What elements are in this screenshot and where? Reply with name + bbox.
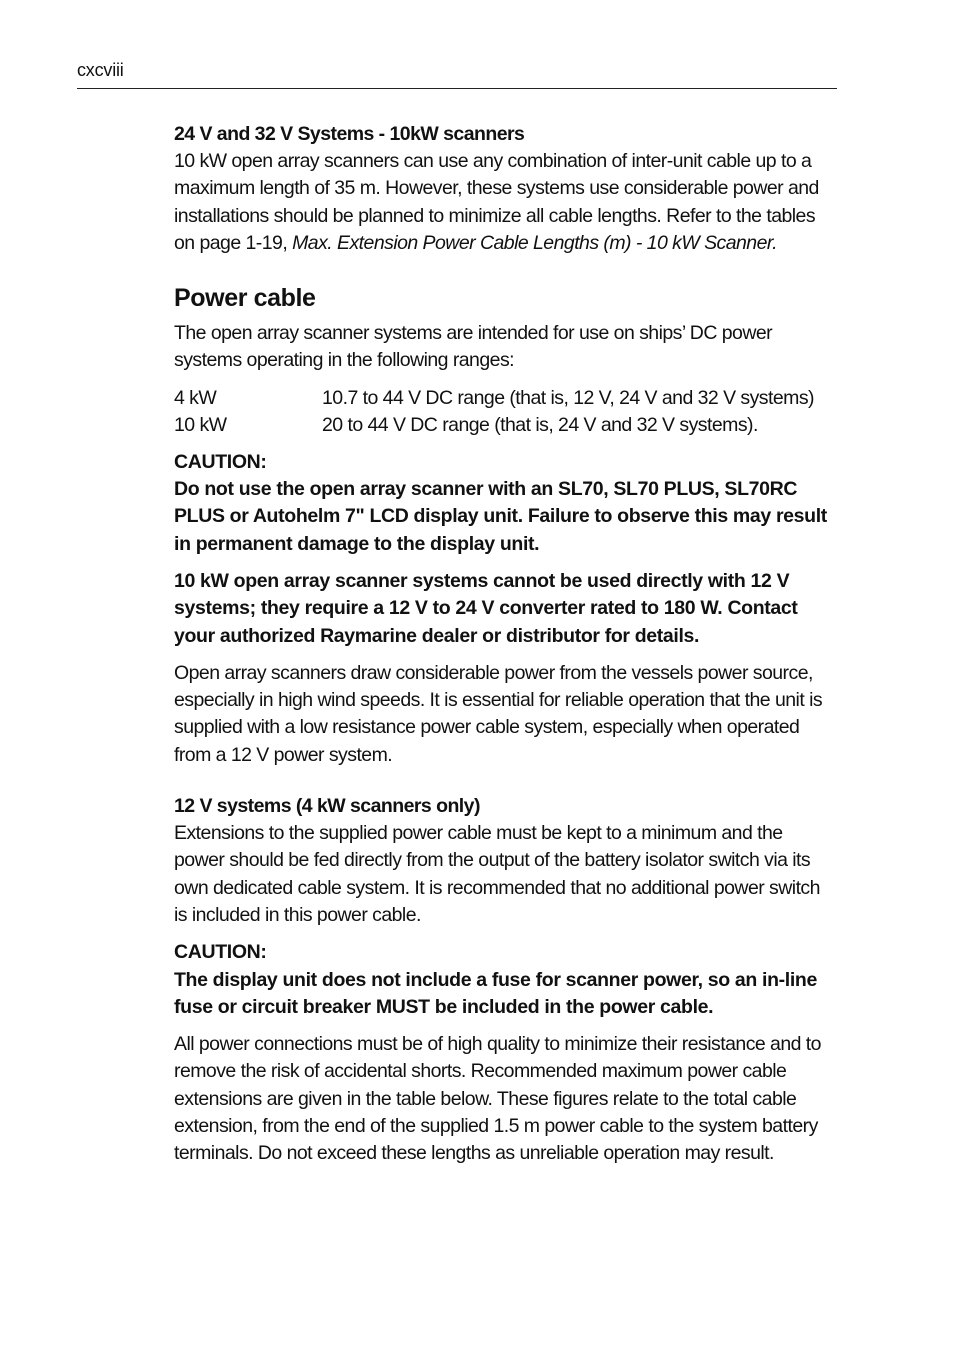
page-header [77, 58, 837, 89]
section-title-power-cable: Power cable [174, 284, 316, 313]
range-power: 10 kW [174, 413, 227, 436]
range-power: 4 kW [174, 386, 217, 409]
page-number: cxcviii [77, 60, 124, 80]
range-value: 10.7 to 44 V DC range (that is, 12 V, 24 V and 32 V systems) [322, 386, 814, 409]
caution-fuse: The display unit does not include a fuse for scanner power, so an in-line fuse or circuit breaker MUST be included in the power cable. [174, 968, 817, 1018]
paragraph-power-connections: All power connections must be of high quality to minimize their resistance and to remove the risk of accidental shorts. Recommended maximum power cable extensions are given in the table below. These figures relate to the total cable extension, from the end of the supplied 1.5 m power cable to the system battery terminals. Do not exceed these lengths as unreliable operation may result. [174, 1033, 821, 1165]
paragraph-12v-extensions: Extensions to the supplied power cable must be kept to a minimum and the power should be fed directly from the output of the battery isolator switch via its own dedicated cable system. It is recommended that no additional power switch is included in this power cable. [174, 822, 820, 926]
paragraph-10kw-body: 10 kW open array scanners can use any combination of inter-unit cable up to a maximum length of 35 m. However, these systems use considerable power and installations should be planned to minimize all cable lengths. Refer to the tables on page 1-19, [174, 150, 819, 254]
range-row-4kw [174, 385, 836, 412]
paragraph-10kw-systems [174, 148, 836, 257]
table-reference: Max. Extension Power Cable Lengths (m) - 10 kW Scanner. [292, 231, 777, 254]
heading-12v-systems: 12 V systems (4 kW scanners only) [174, 795, 480, 818]
caution-label: CAUTION: [174, 450, 267, 473]
caution-10kw-12v: 10 kW open array scanner systems cannot be used directly with 12 V systems; they require a 12 V to 24 V converter rated to 180 W. Contact your authorized Raymarine dealer or distributor for details. [174, 569, 798, 647]
caution-label: CAUTION: [174, 941, 267, 964]
paragraph-power-intro: The open array scanner systems are intended for use on ships’ DC power systems operating in the following ranges: [174, 322, 773, 372]
range-value: 20 to 44 V DC range (that is, 24 V and 32 V systems). [322, 413, 758, 436]
page-content [174, 121, 836, 1168]
caution-display-units: Do not use the open array scanner with an SL70, SL70 PLUS, SL70RC PLUS or Autohelm 7" LCD display unit. Failure to observe this may result in permanent damage to the display unit. [174, 478, 827, 555]
paragraph-power-draw: Open array scanners draw considerable power from the vessels power source, especially in high wind speeds. It is essential for reliable operation that the unit is supplied with a low resistance power cable system, especially when operated from a 12 V power system. [174, 661, 823, 766]
heading-10kw-systems: 24 V and 32 V Systems - 10kW scanners [174, 123, 525, 145]
range-row-10kw [174, 412, 836, 439]
